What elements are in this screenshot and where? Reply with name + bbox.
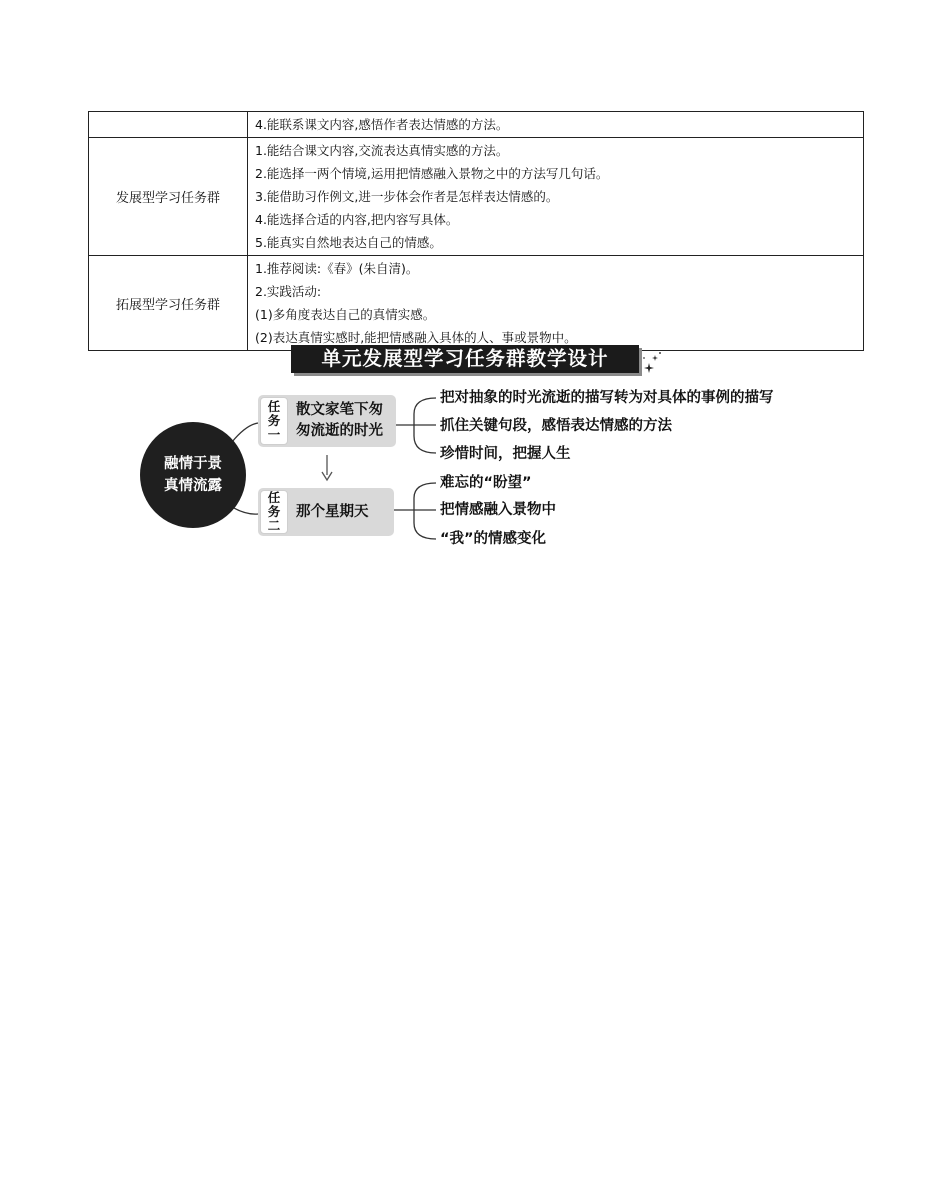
- section-banner: 单元发展型学习任务群教学设计: [291, 345, 639, 373]
- task-two-point: 把情感融入景物中: [440, 502, 556, 518]
- task-two-box: [258, 488, 394, 536]
- table-item: 2.能选择一两个情境,运用把情感融入景物之中的方法写几句话。: [255, 166, 609, 181]
- table-item: 3.能借助习作例文,进一步体会作者是怎样表达情感的。: [255, 189, 559, 204]
- task-one-point: 珍惜时间，把握人生: [440, 446, 571, 462]
- task-two-label: 任 务 二: [260, 490, 288, 534]
- task-one-box: [258, 395, 396, 447]
- table-item: 4.能联系课文内容,感悟作者表达情感的方法。: [255, 117, 509, 132]
- task-one-label: 任 务 一: [260, 397, 288, 445]
- core-line-2: 真情流露: [164, 478, 222, 494]
- table-item: 1.推荐阅读:《春》(朱自清)。: [255, 261, 419, 276]
- table-item: 2.实践活动:: [255, 284, 322, 299]
- table-item: 5.能真实自然地表达自己的情感。: [255, 235, 442, 250]
- category-cell: 拓展型学习任务群: [89, 256, 248, 351]
- table-item: (1)多角度表达自己的真情实感。: [255, 307, 436, 322]
- task-one-point: 抓住关键句段，感悟表达情感的方法: [440, 418, 672, 434]
- table-item: (2)表达真情实感时,能把情感融入具体的人、事或景物中。: [255, 330, 577, 345]
- task-one-title: 散文家笔下匆 匆流逝的时光: [296, 402, 383, 439]
- task-two-point: “我”的情感变化: [440, 531, 547, 547]
- core-line-1: 融情于景: [164, 456, 222, 472]
- core-theme: [140, 422, 246, 528]
- table-item: 4.能选择合适的内容,把内容写具体。: [255, 212, 459, 227]
- task-two-point: 难忘的“盼望”: [440, 475, 532, 491]
- table-item: 1.能结合课文内容,交流表达真情实感的方法。: [255, 143, 509, 158]
- category-cell: 发展型学习任务群: [89, 138, 248, 256]
- task-two-title: 那个星期天: [296, 503, 369, 520]
- task-one-point: 把对抽象的时光流逝的描写转为对具体的事例的描写: [440, 390, 774, 406]
